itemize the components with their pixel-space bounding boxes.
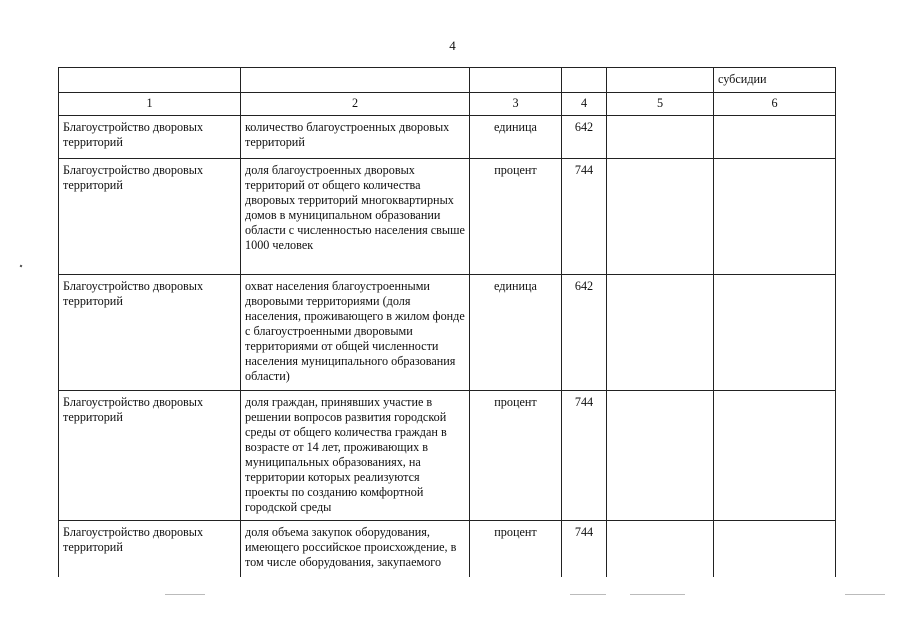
page-number: 4 bbox=[449, 38, 456, 53]
indicator-cell: количество благоустроенных дворовых территорий bbox=[241, 116, 470, 159]
scan-artifact bbox=[165, 594, 205, 595]
event-cell: Благоустройство дворовых территорий bbox=[59, 275, 241, 391]
code-cell: 642 bbox=[562, 116, 607, 159]
column-number: 6 bbox=[714, 93, 836, 116]
event-cell: Благоустройство дворовых территорий bbox=[59, 159, 241, 275]
table-row bbox=[59, 391, 836, 521]
indicator-cell: охват населения благоустроенными дворовыми территориями (доля населения, проживающего в жилом фонде с благоустроенными дворовыми территориями от общей численности населения муниципального образования области) bbox=[241, 275, 470, 391]
column-number: 5 bbox=[607, 93, 714, 116]
top-cell-4 bbox=[562, 68, 607, 93]
col5-cell bbox=[607, 159, 714, 275]
table-row bbox=[59, 275, 836, 391]
column-number: 4 bbox=[562, 93, 607, 116]
col6-cell bbox=[714, 159, 836, 275]
scan-artifact bbox=[845, 594, 885, 595]
scan-speck bbox=[20, 265, 23, 268]
top-cell-6: субсидии bbox=[714, 68, 836, 93]
column-number-row bbox=[59, 93, 836, 116]
col6-cell bbox=[714, 275, 836, 391]
scan-artifact bbox=[570, 594, 606, 595]
code-cell: 744 bbox=[562, 159, 607, 275]
indicators-table bbox=[58, 67, 836, 577]
top-cell-2 bbox=[241, 68, 470, 93]
table-top-row bbox=[59, 68, 836, 93]
col5-cell bbox=[607, 116, 714, 159]
table-row bbox=[59, 116, 836, 159]
indicator-cell: доля граждан, принявших участие в решении вопросов развития городской среды от общего количества граждан в возрасте от 14 лет, проживающих в муниципальных образованиях, на территории которых реализуются проекты по созданию комфортной городской среды bbox=[241, 391, 470, 521]
unit-cell: единица bbox=[470, 116, 562, 159]
unit-cell: процент bbox=[470, 521, 562, 577]
code-cell: 642 bbox=[562, 275, 607, 391]
top-cell-5 bbox=[607, 68, 714, 93]
table-row bbox=[59, 159, 836, 275]
col5-cell bbox=[607, 521, 714, 577]
code-cell: 744 bbox=[562, 521, 607, 577]
col5-cell bbox=[607, 275, 714, 391]
indicator-cell: доля объема закупок оборудования, имеющего российское происхождение, в том числе оборудования, закупаемого bbox=[241, 521, 470, 577]
event-cell: Благоустройство дворовых территорий bbox=[59, 521, 241, 577]
top-cell-3 bbox=[470, 68, 562, 93]
top-cell-1 bbox=[59, 68, 241, 93]
col5-cell bbox=[607, 391, 714, 521]
table-row bbox=[59, 521, 836, 577]
unit-cell: процент bbox=[470, 391, 562, 521]
indicator-cell: доля благоустроенных дворовых территорий от общего количества дворовых территорий многоквартирных домов в муниципальном образовании области с численностью населения свыше 1000 человек bbox=[241, 159, 470, 275]
col6-cell bbox=[714, 116, 836, 159]
col6-cell bbox=[714, 391, 836, 521]
column-number: 2 bbox=[241, 93, 470, 116]
column-number: 3 bbox=[470, 93, 562, 116]
col6-cell bbox=[714, 521, 836, 577]
unit-cell: единица bbox=[470, 275, 562, 391]
scan-artifact bbox=[630, 594, 685, 595]
column-number: 1 bbox=[59, 93, 241, 116]
event-cell: Благоустройство дворовых территорий bbox=[59, 116, 241, 159]
event-cell: Благоустройство дворовых территорий bbox=[59, 391, 241, 521]
code-cell: 744 bbox=[562, 391, 607, 521]
unit-cell: процент bbox=[470, 159, 562, 275]
